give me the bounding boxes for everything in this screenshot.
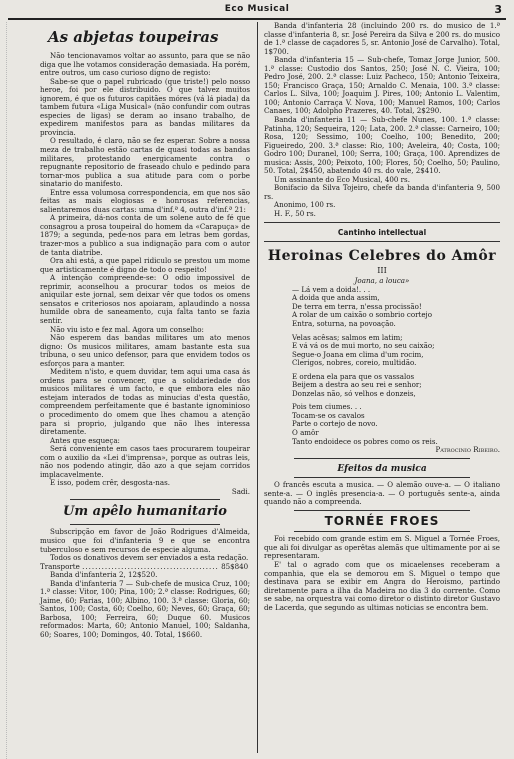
poem-line: Beijem a destra ao seu rei e senhor; bbox=[292, 380, 422, 390]
poem-line: Clerigos, nobres, coreio, multidão. bbox=[292, 358, 417, 368]
article-body-apelo bbox=[40, 528, 250, 562]
poem-line: A doida que anda assim, bbox=[292, 293, 380, 303]
poem-line: Tanto endoidece os pobres como os reis. bbox=[292, 436, 438, 446]
divider bbox=[294, 510, 470, 511]
transporte-value: 85$840 bbox=[221, 561, 249, 571]
paragraph: E' tal o agrado com que os micaelenses receberam a companhia, que ela se demorou em S. Miguel o tempo que destinava para se exibir em Angra do Heroismo, partindo diretamente para a ilha da Madeira no dia 3 do corrente. Como se sabe, na orquestra vai como diretor o distinto diretor Gustavo de Lacerda, que segundo as ultimas noticias se encontra bem. bbox=[264, 559, 500, 612]
paragraph: O francês escuta a musica. — O alemão ouve-a. — O italiano sente-a. — O inglês presencia-a. — O português sente-a, ainda quando não a compreenda. bbox=[264, 480, 500, 507]
paragraph: Anonimo, 100 rs. bbox=[274, 200, 336, 210]
left-column bbox=[40, 22, 250, 640]
transporte-label: Transporte bbox=[40, 561, 80, 571]
part-number: III bbox=[377, 265, 387, 275]
signature-sadi: Sadi. bbox=[231, 486, 250, 496]
paragraph: Banda d'infanteria 15 — Sub-chefe, Tomaz Jorge Junior, 500. 1.ª classe: Custodio dos Santos, 250; José N. C. Vieira, 100; Pedro José, 200. 2.ª classe: Luiz Pacheco, 150; Antonio Teixeira, 150; Francisco Graça, 150; Arnaldo C. Menaia, 100. 3.ª classe: Carlos L. Silva, 100; Joaquim J. Pires, 100; Antonio L. Valentim, 100; Antonio Carraça V. Nova, 100; Manuel Ramos, 100; Carlos Canaes, 100; Adolpho Prazeres, 40. Total, 2$290. bbox=[264, 55, 500, 116]
divider bbox=[294, 531, 470, 532]
divider bbox=[264, 241, 500, 242]
poem-line: A rolar de um caixão o sombrio cortejo bbox=[292, 310, 432, 320]
divider bbox=[294, 458, 470, 459]
paragraph: Ora ahi está, a que papel ridiculo se prestou um mome que artisticamente é digno de todo o respeito! bbox=[40, 256, 250, 274]
paragraph: Subscripção em favor de João Rodrigues d'Almeida, musico que foi d'infanteria 9 e que se encontra tuberculoso e sem recursos de especie alguma. bbox=[40, 527, 250, 554]
column-divider bbox=[257, 22, 258, 753]
poem-line: Donzelas não, só velhos e donzeis, bbox=[292, 388, 416, 398]
page-number: 3 bbox=[494, 3, 502, 16]
poem-line: Segue-o Joana em clima d'um rocim, bbox=[292, 349, 424, 359]
divider bbox=[70, 499, 220, 500]
paragraph: Será conveniente em casos taes procurarem toupeirar com o auxilio da «Lei d'imprensa», porque as outras leis, não nos podendo atingir, dão azo a que sejam corridos implacavelmente. bbox=[40, 444, 250, 479]
paragraph: Não esperem das bandas militares um ato menos digno: Os musicos militares, amam bastante esta sua tribuna, o seu unico defensor, para que envidem todos os esforços para a manter. bbox=[40, 333, 250, 368]
paragraph: H. F., 50 rs. bbox=[274, 209, 316, 219]
paragraph: Todos os donativos devem ser enviados a esta redação. bbox=[50, 553, 249, 563]
paragraph: Entre essa volumosa correspondencia, em que nos são feitas as mais elogiosas e honrosas referencias, salientaremos duas cartas: uma d'inf.ª 4, outra d'inf.ª 21: bbox=[40, 187, 250, 214]
paragraph: A intenção compreende-se: O odio impossivel de reprimir, aconselhou a procurar todos os meios de aniquilar este jornal, sem deixar vêr que todos os omens sensatos e criteriosos nos apoiaram, aplaudindo a nossa humilde obra de saneamento, cuja falta tanto se fazia sentir. bbox=[40, 273, 250, 325]
paragraph: E isso, podem crêr, desgosta-nas. bbox=[50, 478, 170, 488]
poem-line: Entra, soturna, na povoação. bbox=[292, 318, 396, 328]
signature-patrocinio: Patrocinio Ribeiro. bbox=[435, 445, 500, 455]
donations-list-continued bbox=[264, 22, 500, 219]
article-body-froes bbox=[264, 535, 500, 612]
paragraph: Banda d'infanteria 7 — Sub-chefe de musica Cruz, 100; 1.ª classe: Vitor, 100; Pina, 100; 2.ª classe: Rodrigues, 60; Jaime, 60; Farias, 100; Albino, 100. 3.ª classe: Gloria, 60; Santos, 100; Costa, 60; Coelho, 60; Neves, 60; Graça, 60; Barbosa, 100; Ferreira, 60; Duque 60. Musicos reformados: Marta, 60; Antonio Manuel, 100; Saldanha, 60; Soares, 100; Domingos, 40. Total, 1$660. bbox=[40, 578, 250, 639]
poem-line: Tocam-se os cavalos bbox=[292, 410, 365, 420]
donations-list bbox=[40, 571, 250, 639]
poem-line: O amôr bbox=[292, 427, 319, 437]
section-cantinho: Cantinho intellectual bbox=[337, 227, 427, 237]
divider bbox=[294, 477, 470, 478]
article-body-toupeiras bbox=[40, 52, 250, 488]
paragraph: Sabe-se que o papel rubricado (que triste!) pelo nosso heroe, foi por ele distribuido. O que talvez muitos ignorem, é que os futuros capitães móres (vá lá piada) da tambem futura «Liga Musical» (não confundir com outras especies de ligas) se deram ao insano trabalho, de expedirem manifestos para as bandas militares da provincia. bbox=[40, 76, 250, 137]
article-title-toupeiras: As abjetas toupeiras bbox=[48, 28, 219, 46]
poem-line: E ordena ela para que os vassalos bbox=[292, 371, 415, 381]
paragraph: A primeira, dá-nos conta de um solene auto de fé que consagrou a prosa toupeiral do homem da «Carapuça» de 1879; a segunda, pede-nos para em letras bem gordas, trazer-mos a publico a sua indignação para com o autor de tanta diatribe. bbox=[40, 213, 250, 257]
transporte-line: Transporte .......................................... 85$840 bbox=[40, 561, 249, 571]
article-title-heroinas: Heroinas Celebres do Amôr bbox=[267, 248, 497, 265]
header-title: Eco Musical bbox=[224, 4, 290, 14]
article-body-efeitos bbox=[264, 481, 500, 507]
paragraph: Não tencionavamos voltar ao assunto, para que se não diga que lhe votamos consideração demasiada. Ha porém, entre outros, um caso curioso digno de registo: bbox=[40, 51, 250, 78]
paragraph: O resultado, é claro, não se fez esperar. Sobre a nossa meza de trabalho estão cartas de quasi todas as bandas militares, protestando energicamente contra o repugnante repositorio de fraseado chulo e pedindo para tornar-mos publica a sua atitude para com o porbe sinatario do manifesto. bbox=[40, 136, 250, 189]
paragraph: Banda d'infanteria 2, 12$520. bbox=[50, 570, 158, 580]
paragraph: Um assinante do Eco Musical, 400 rs. bbox=[274, 174, 410, 184]
poem-line: Parte o cortejo de novo. bbox=[292, 419, 378, 429]
article-title-froes: TORNÉE FROES bbox=[324, 513, 440, 528]
paragraph: Banda d'infanteria 28 (incluindo 200 rs. do musico de 1.ª classe d'infanteria 8, sr. José Pereira da Silva e 200 rs. do musico de 1.ª classe de caçadores 5, sr. Antonio José de Carvalho). Total, 1$700. bbox=[264, 21, 500, 56]
right-column bbox=[264, 22, 500, 612]
paragraph: Foi recebido com grande estim em S. Miguel a Tornée Froes, que ali foi divulgar as operêtas alemãs que ultimamente por ai se representaram. bbox=[264, 534, 500, 561]
article-title-efeitos: Efeitos da musica bbox=[337, 463, 427, 474]
poem-verses bbox=[264, 286, 500, 446]
poem-line: — Lá vem a doida!. . . bbox=[292, 284, 371, 294]
paragraph: Antes que esqueça: bbox=[50, 435, 120, 445]
divider bbox=[264, 222, 500, 223]
poem-subtitle: Joana, a louca» bbox=[354, 276, 410, 286]
poem-line: De terra em terra, n'essa procissão! bbox=[292, 301, 422, 311]
paragraph: Bonifacio da Silva Tojeiro, chefe da banda d'infanteria 9, 500 rs. bbox=[264, 183, 500, 201]
poem-line: Pois tem ciumes. . . bbox=[292, 402, 362, 412]
page-header bbox=[8, 4, 506, 20]
article-title-apelo: Um apêlo humanitario bbox=[63, 504, 227, 520]
paragraph: Não viu isto e fez mal. Agora um conselho: bbox=[50, 324, 204, 334]
poem-line: Velas acêsas; salmos em latim; bbox=[292, 332, 403, 342]
divider bbox=[70, 524, 220, 525]
paragraph: Banda d'infanteria 11 — Sub-chefe Nunes, 100. 1.ª classe: Patinha, 120; Sequeira, 120; Lata, 200. 2.ª classe: Carneiro, 100; Rosa, 120; Sessimo, 100; Coelho, 100; Benedito, 200; Figueiredo, 200. 3.ª classe: Rio, 100; Aveleira, 40; Costa, 100; Godro 100; Duranel, 100; Serra, 100; Graça, 100. Aprendizes de musica: Assis, 200; Peixoto, 100; Flores, 50; Coelho, 50; Paulino, 50. Total, 2$450, abatendo 40 rs. do vale, 2$410. bbox=[264, 115, 500, 176]
paragraph: Meditem n'isto, e quem duvidar, tem aqui uma casa ás ordens para se convencer, que a solidariedade dos musicos militares é um facto, e que embora eles não estejam interados de todas as minucias d'esta questão, compreendem perfeitamente que é bastante ignominioso o procedimento do omem que lhes chamou a atenção para si proprio, julgando que não lhes interessa diretamente. bbox=[40, 367, 250, 437]
poem-line: E vá vá os de mui morto, no seu caixão; bbox=[292, 341, 435, 351]
binding-margin bbox=[0, 22, 7, 759]
